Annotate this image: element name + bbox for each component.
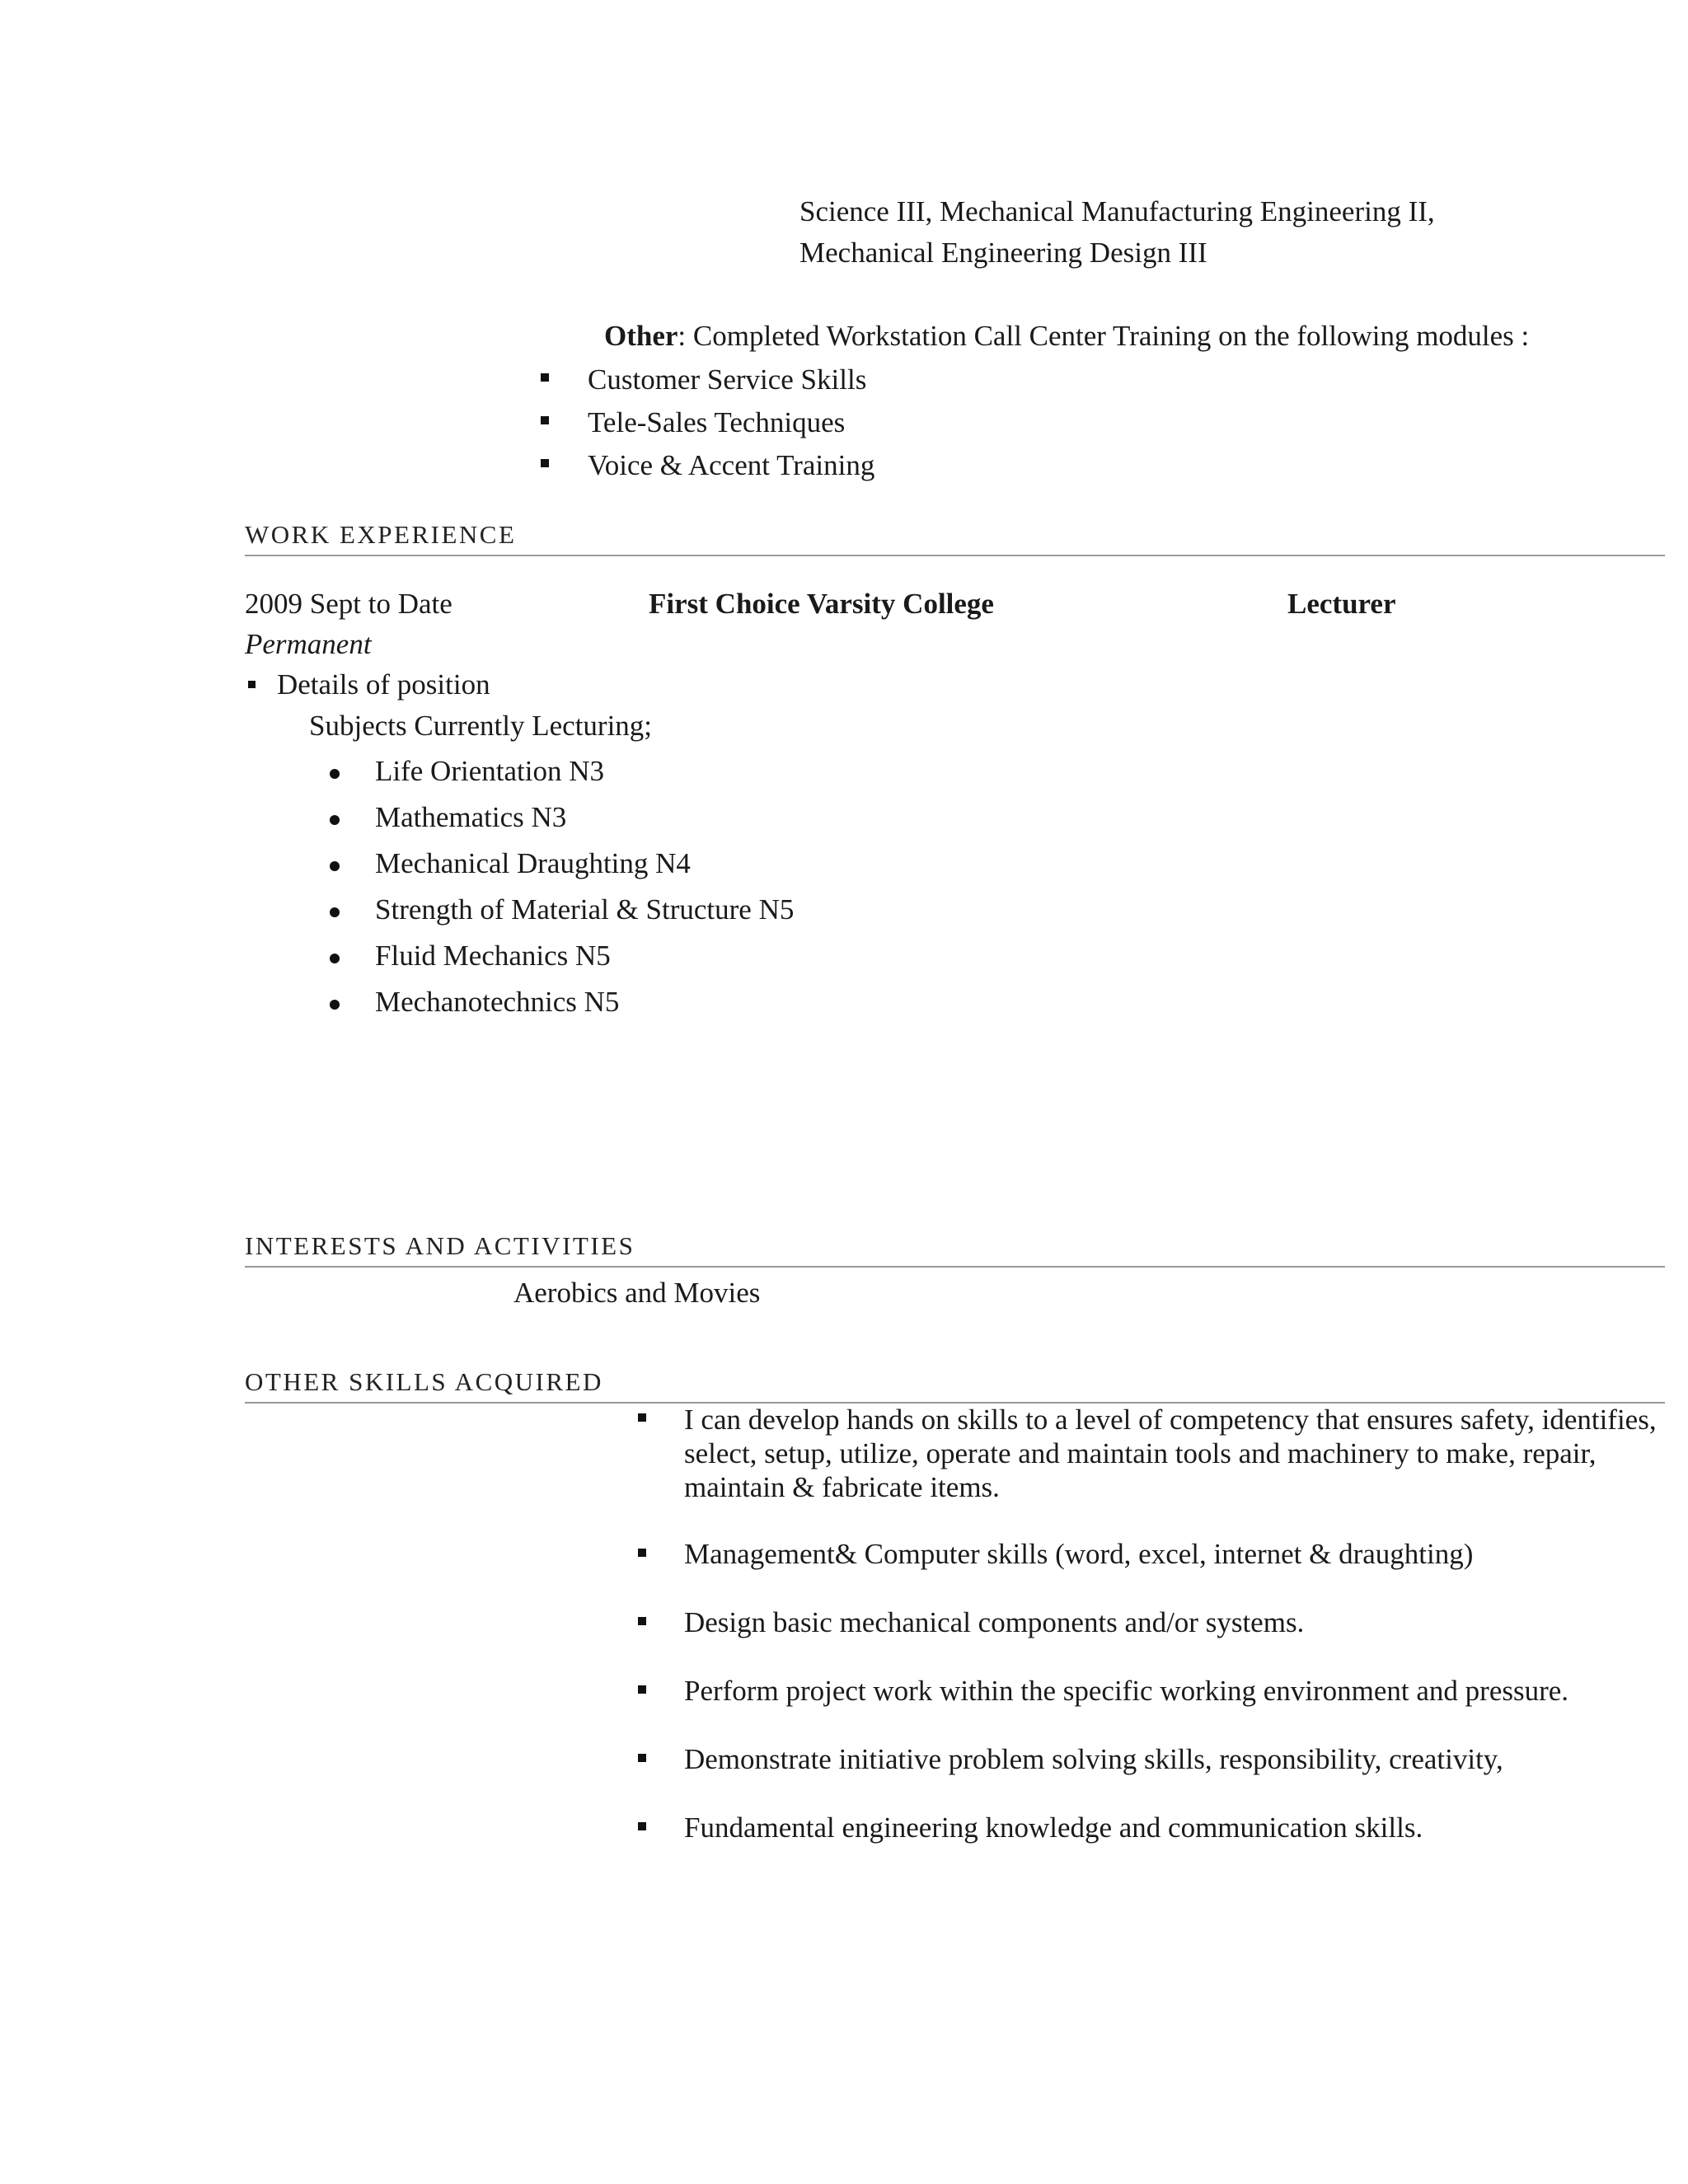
other-training-line <box>604 319 1529 354</box>
square-bullet-icon <box>638 1754 646 1762</box>
round-bullet-icon <box>330 907 340 917</box>
square-bullet-icon <box>638 1685 646 1694</box>
subject-item: Fluid Mechanics N5 <box>375 940 611 972</box>
module-item: Tele-Sales Techniques <box>588 406 846 438</box>
skill-item: Demonstrate initiative problem solving skills, responsibility, creativity, <box>684 1743 1503 1775</box>
square-bullet-icon <box>638 1549 646 1557</box>
round-bullet-icon <box>330 1000 340 1010</box>
other-label: Other <box>604 320 678 352</box>
round-bullet-icon <box>330 769 340 779</box>
skill-item: Perform project work within the specific working environment and pressure. <box>684 1675 1569 1707</box>
employment-type: Permanent <box>245 628 372 660</box>
subject-item: Mathematics N3 <box>375 801 567 833</box>
square-bullet-icon <box>248 681 256 688</box>
interests-heading: INTERESTS AND ACTIVITIES <box>245 1231 635 1260</box>
other-text: : Completed Workstation Call Center Training on the following modules : <box>678 320 1530 352</box>
details-label: Details of position <box>277 668 490 701</box>
section-divider <box>245 1266 1665 1268</box>
skill-item: I can develop hands on skills to a level of competency that ensures safety, identifies, select, setup, utilize, operate and maintain tools and machinery to make, repair, maintain & fabricate items. <box>684 1404 1657 1503</box>
subject-item: Mechanotechnics N5 <box>375 986 620 1018</box>
work-experience-heading: WORK EXPERIENCE <box>245 520 517 549</box>
interests-text: Aerobics and Movies <box>513 1277 761 1309</box>
skill-item: Fundamental engineering knowledge and communication skills. <box>684 1811 1423 1844</box>
other-skills-heading: OTHER SKILLS ACQUIRED <box>245 1367 603 1396</box>
square-bullet-icon <box>541 416 549 424</box>
square-bullet-icon <box>638 1617 646 1625</box>
square-bullet-icon <box>541 459 549 467</box>
subject-item: Strength of Material & Structure N5 <box>375 893 795 926</box>
round-bullet-icon <box>330 815 340 825</box>
square-bullet-icon <box>638 1822 646 1830</box>
square-bullet-icon <box>541 373 549 382</box>
position-title: Lecturer <box>1287 588 1396 620</box>
skill-item: Management& Computer skills (word, excel, internet & draughting) <box>684 1538 1474 1570</box>
section-divider <box>245 555 1665 556</box>
employment-period: 2009 Sept to Date <box>245 588 452 620</box>
education-line-2: Mechanical Engineering Design III <box>799 237 1207 269</box>
square-bullet-icon <box>638 1413 646 1422</box>
module-item: Voice & Accent Training <box>588 449 875 481</box>
education-line-1: Science III, Mechanical Manufacturing Engineering II, <box>799 195 1435 227</box>
employer-name: First Choice Varsity College <box>649 588 994 620</box>
round-bullet-icon <box>330 861 340 871</box>
subject-item: Mechanical Draughting N4 <box>375 847 691 879</box>
module-item: Customer Service Skills <box>588 363 867 396</box>
subject-item: Life Orientation N3 <box>375 755 604 787</box>
subjects-intro: Subjects Currently Lecturing; <box>309 710 653 742</box>
skill-item: Design basic mechanical components and/or systems. <box>684 1606 1305 1638</box>
round-bullet-icon <box>330 954 340 963</box>
